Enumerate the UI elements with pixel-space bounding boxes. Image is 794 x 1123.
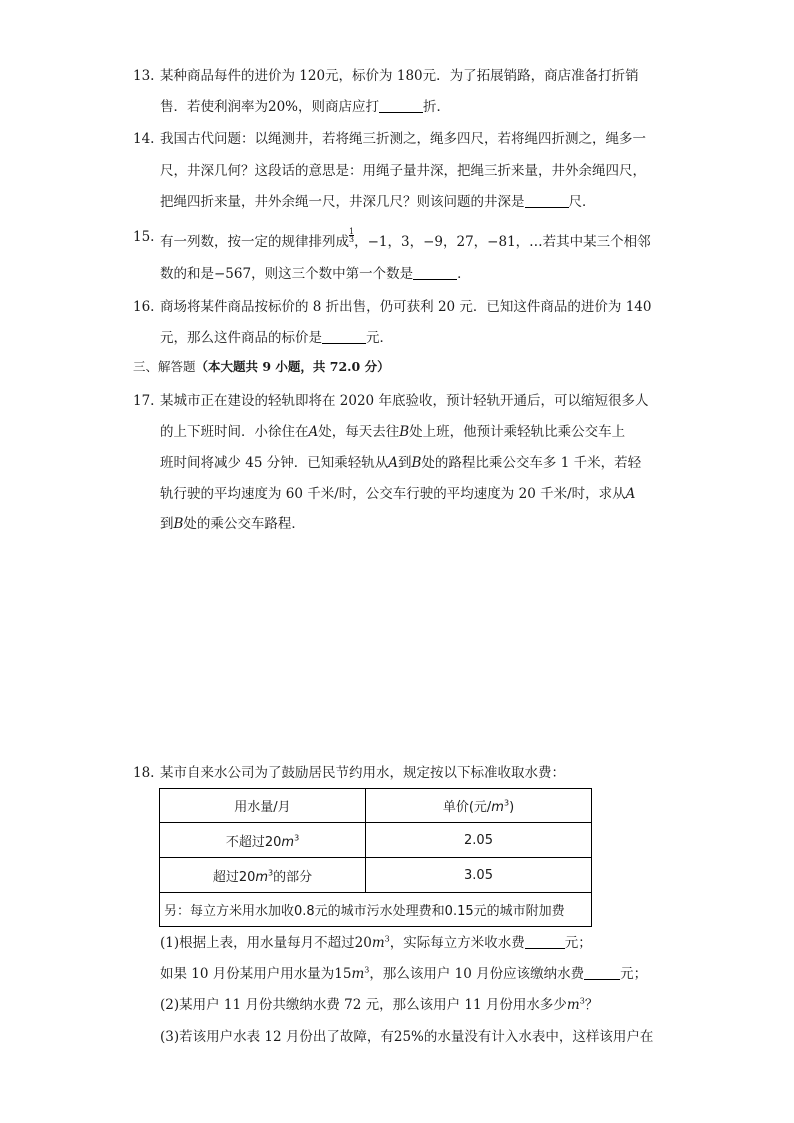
- question-text-part: 有一列数，按一定的规律排列成: [160, 234, 349, 250]
- math-variable: A: [308, 424, 319, 440]
- superscript: 3: [294, 833, 300, 843]
- question-text-part: 尺．: [568, 194, 596, 210]
- section-heading: [133, 358, 390, 376]
- math-variable: B: [173, 516, 184, 532]
- answer-blank[interactable]: [525, 194, 569, 208]
- math-variable: B: [399, 424, 410, 440]
- math-variable: m: [351, 966, 365, 982]
- question-text: 某市自来水公司为了鼓励居民节约用水，规定按以下标准收取水费：: [160, 765, 565, 781]
- question-text-part: 数的和是−567，则这三个数中第一个数是: [160, 266, 414, 282]
- answer-blank[interactable]: [322, 330, 366, 344]
- question-number: 16.: [133, 299, 155, 315]
- question-text-part: 售．若使利润率为20%，则商店应打: [160, 99, 380, 115]
- cell-text: 不超过20: [225, 834, 282, 850]
- answer-blank[interactable]: [525, 935, 565, 949]
- question-text-part: 处的乘公交车路程．: [183, 516, 305, 532]
- question-text-part: 处，每天去往: [318, 424, 400, 440]
- math-variable: m: [491, 800, 504, 815]
- question-text-part: 如果 10 月份某用户用水量为15: [160, 966, 352, 982]
- question-text: [160, 515, 305, 533]
- question-text: 某种商品每件的进价为 120元，标价为 180元．为了拓展销路，商店准备打折销: [160, 68, 639, 84]
- math-variable: A: [388, 455, 399, 471]
- math-variable: m: [281, 834, 295, 850]
- question-text: [160, 454, 641, 472]
- question-text: 商场将某件商品按标价的 8 折出售，仍可获利 20 元．已知这件商品的进价为 140: [160, 299, 652, 315]
- fraction-numerator: 1: [349, 227, 355, 236]
- question-text-part: ？: [584, 997, 599, 1013]
- question-text-part: ，实际每立方米收水费: [389, 935, 525, 951]
- answer-blank[interactable]: [584, 966, 620, 980]
- question-text: [160, 965, 647, 983]
- question-text: 某城市正在建设的轻轨即将在 2020 年底验收，预计轻轨开通后，可以缩短很多人: [160, 393, 649, 409]
- question-text-part: 元．: [366, 330, 393, 346]
- answer-blank[interactable]: [413, 266, 457, 280]
- section-detail: （本大题共 9 小题，共 72.0 分）: [195, 359, 390, 374]
- question-text-part: 把绳四折来量，井外余绳一尺，井深几尺？则该问题的井深是: [160, 194, 525, 210]
- header-text: ): [509, 800, 515, 815]
- table-note: 另：每立方米用水加收0.8元的城市污水处理费和0.15元的城市附加费: [160, 893, 592, 927]
- math-variable: B: [411, 455, 422, 471]
- header-text: 单价(元/: [442, 800, 492, 815]
- question-text-part: 元；: [620, 966, 648, 982]
- math-variable: m: [566, 997, 580, 1013]
- answer-blank[interactable]: [379, 99, 423, 113]
- question-text-part: 处的路程比乘公交车多 1 千米，若轻: [421, 455, 642, 471]
- table-note-row: [160, 893, 592, 927]
- cell-text: 的部分: [273, 869, 313, 885]
- question-text-part: ，那么该用户 10 月份应该缴纳水费: [369, 966, 585, 982]
- question-text-part: 处上班，他预计乘轻轨比乘公交车上: [409, 424, 626, 440]
- table-cell: 3.05: [366, 858, 592, 893]
- question-text-part: 到: [160, 516, 174, 532]
- question-text-part: 班时间将减少 45 分钟．已知乘轻轨从: [160, 455, 389, 471]
- superscript: 3: [364, 965, 370, 975]
- table-header-cell: [160, 789, 366, 823]
- math-variable: m: [255, 869, 269, 885]
- question-text-part: 到: [398, 455, 412, 471]
- question-text: [160, 228, 651, 251]
- price-table: [159, 788, 592, 927]
- question-text: [160, 265, 471, 283]
- question-text-part: 元；: [564, 935, 592, 951]
- question-number: 13.: [133, 68, 155, 84]
- table-cell: [160, 858, 366, 893]
- question-text-part: (1)根据上表，用水量每月不超过20: [160, 935, 372, 951]
- question-text: [160, 934, 592, 952]
- superscript: 3: [579, 996, 585, 1006]
- question-text-part: (2)某用户 11 月份共缴纳水费 72 元，那么该用户 11 月份用水多少: [160, 997, 567, 1013]
- question-number: 15.: [133, 229, 155, 245]
- question-number: 18.: [133, 765, 155, 781]
- question-text: [160, 193, 596, 211]
- question-number: 17.: [133, 393, 155, 409]
- table-row: [160, 823, 592, 858]
- superscript: 3: [384, 934, 390, 944]
- table-header-cell: [366, 789, 592, 823]
- section-label: 三、解答题: [133, 359, 196, 374]
- question-number: 14.: [133, 131, 155, 147]
- header-text: 用水量/月: [234, 800, 291, 815]
- question-text: [160, 329, 393, 347]
- question-text: [160, 485, 635, 503]
- question-text-part: 的上下班时间．小徐住在: [160, 424, 309, 440]
- question-text-part: 折．: [423, 99, 451, 115]
- question-text: [160, 98, 450, 116]
- question-text-part: ．: [457, 266, 471, 282]
- question-text-part: 元，那么这件商品的标价是: [160, 330, 322, 346]
- math-variable: m: [371, 935, 385, 951]
- question-text: 我国古代问题：以绳测井，若将绳三折测之，绳多四尺，若将绳四折测之，绳多一: [160, 131, 646, 147]
- question-text-part: 轨行驶的平均速度为 60 千米/时，公交车行驶的平均速度为 20 千米/时，求从: [160, 486, 626, 502]
- table-header-row: [160, 789, 592, 823]
- question-text: 尺，井深几何？这段话的意思是：用绳子量井深，把绳三折来量，井外余绳四尺，: [160, 163, 646, 179]
- cell-text: 超过20: [212, 869, 256, 885]
- question-text-part: ，−1，3，−9，27，−81，…若其中某三个相邻: [354, 234, 651, 250]
- table-cell: [160, 823, 366, 858]
- superscript: 3: [503, 798, 510, 808]
- question-text: (3)若该用户水表 12 月份出了故障，有25%的水量没有计入水表中，这样该用户在: [160, 1029, 654, 1045]
- fraction-denominator: 3: [349, 235, 355, 244]
- question-text: [160, 996, 598, 1014]
- superscript: 3: [268, 868, 274, 878]
- question-text: [160, 423, 625, 441]
- table-cell: 2.05: [366, 823, 592, 858]
- table-row: [160, 858, 592, 893]
- math-variable: A: [625, 486, 636, 502]
